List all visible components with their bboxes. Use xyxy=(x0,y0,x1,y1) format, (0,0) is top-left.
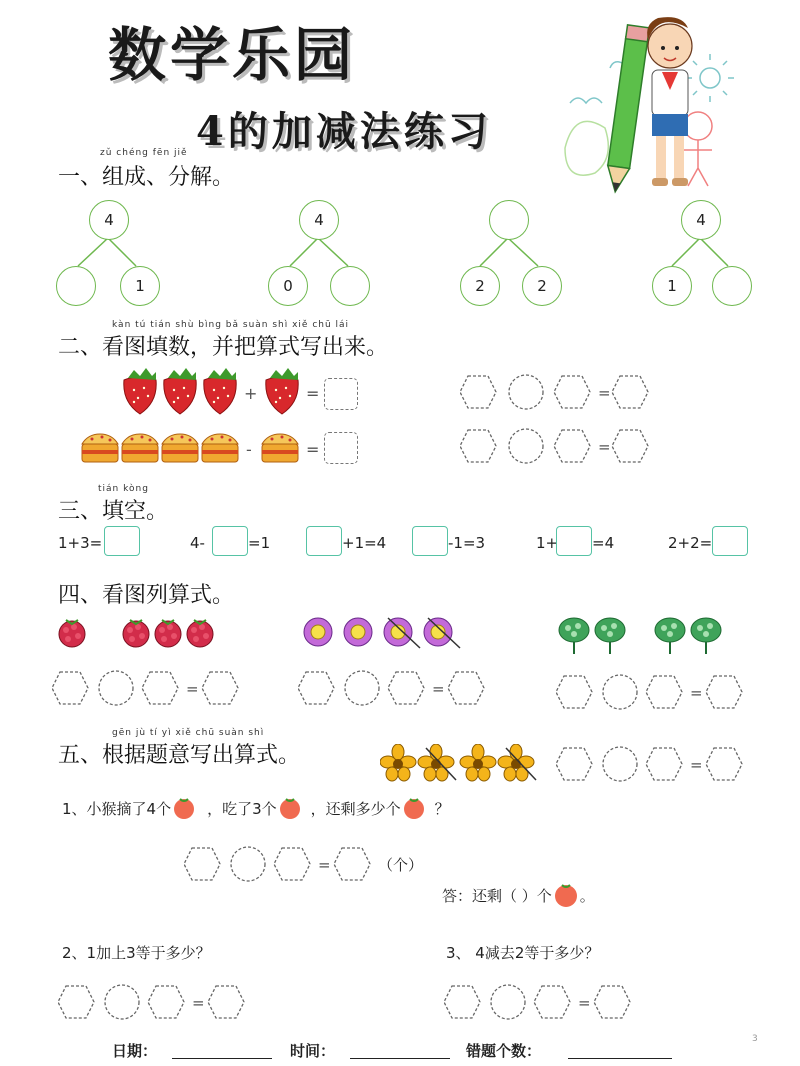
cake-icons xyxy=(80,428,310,468)
section-1-pinyin: zǔ chéng fēn jiě xyxy=(100,148,188,158)
equals-sign: = xyxy=(598,384,611,402)
time-line[interactable] xyxy=(350,1058,450,1059)
peach-icon xyxy=(552,882,580,908)
fill-text: =1 xyxy=(248,534,271,552)
peach-icon xyxy=(401,796,427,820)
fill-text: -1=3 xyxy=(448,534,486,552)
plus-sign: + xyxy=(244,384,258,403)
leaf-icons xyxy=(556,612,736,656)
date-line[interactable] xyxy=(172,1058,272,1059)
decompose-left: 1 xyxy=(652,266,692,306)
section-5-heading: 五、根据题意写出算式。 xyxy=(58,743,301,768)
section-2-heading: 二、看图填数，并把算式写出来。 xyxy=(58,335,389,360)
blank-equation-row[interactable] xyxy=(460,372,660,412)
equals-sign: = xyxy=(690,684,703,702)
word-problem-text: ？ xyxy=(434,799,450,818)
section-5-pinyin: gēn jù tí yì xiě chū suàn shì xyxy=(112,728,265,738)
answer-text: 。 xyxy=(579,886,595,905)
decompose-top: 4 xyxy=(299,200,339,240)
time-label: 时间： xyxy=(290,1042,336,1060)
answer-box[interactable] xyxy=(324,432,358,464)
fill-box[interactable] xyxy=(556,526,592,556)
word-problem-2: 2、1加上3等于多少？ xyxy=(62,944,211,962)
page-title: 数学乐园 xyxy=(108,21,357,89)
fill-box[interactable] xyxy=(104,526,140,556)
page-subtitle: 4的加减法练习 xyxy=(196,108,492,155)
word-problem-1 xyxy=(62,796,450,820)
blank-equation-row[interactable] xyxy=(556,744,756,784)
peach-icon xyxy=(171,796,197,820)
equals-sign: = xyxy=(306,384,320,403)
answer-box[interactable] xyxy=(324,378,358,410)
decompose-left: 0 xyxy=(268,266,308,306)
yellow-flower-icons xyxy=(380,744,540,784)
strawberry-icons xyxy=(118,364,308,416)
fill-box[interactable] xyxy=(306,526,342,556)
word-problem-text: ，还剩多少个 xyxy=(310,799,401,818)
equals-sign: = xyxy=(690,756,703,774)
equals-sign: = xyxy=(598,438,611,456)
section-4-heading: 四、看图列算式。 xyxy=(58,583,235,608)
decompose-left[interactable] xyxy=(56,266,96,306)
section-3-pinyin: tián kòng xyxy=(98,484,149,494)
word-problem-3: 3、 4减去2等于多少？ xyxy=(446,944,600,962)
equals-sign: = xyxy=(432,680,445,698)
blank-equation-row[interactable] xyxy=(460,426,660,466)
answer-text: 答：还剩（ ）个 xyxy=(442,886,552,905)
decompose-right: 1 xyxy=(120,266,160,306)
page-number: 3 xyxy=(752,1034,758,1044)
word-problem-text: ，吃了3个 xyxy=(207,799,277,818)
decompose-top[interactable] xyxy=(489,200,529,240)
word-problem-text: 1、小猴摘了4个 xyxy=(62,799,172,818)
fill-item-1 xyxy=(58,534,102,552)
fill-box[interactable] xyxy=(212,526,248,556)
decompose-right: 2 xyxy=(522,266,562,306)
blank-equation-row[interactable] xyxy=(556,672,756,712)
decompose-right[interactable] xyxy=(330,266,370,306)
fill-text: 4- xyxy=(190,534,205,552)
fill-box[interactable] xyxy=(712,526,748,556)
errors-label: 错题个数： xyxy=(466,1042,542,1060)
peach-icon xyxy=(277,796,303,820)
section-2-pinyin: kàn tú tián shù bìng bǎ suàn shì xiě chū lái xyxy=(112,320,350,330)
blank-equation-row[interactable] xyxy=(58,982,258,1022)
unit-label: （个） xyxy=(378,856,424,874)
decompose-right[interactable] xyxy=(712,266,752,306)
decompose-left: 2 xyxy=(460,266,500,306)
decompose-top: 4 xyxy=(681,200,721,240)
blank-equation-row[interactable] xyxy=(444,982,644,1022)
answer-line xyxy=(442,882,595,908)
fill-text: =4 xyxy=(592,534,615,552)
fill-text: +1=4 xyxy=(342,534,387,552)
minus-sign: - xyxy=(246,440,252,459)
section-3-heading: 三、填空。 xyxy=(58,499,169,524)
date-label: 日期： xyxy=(112,1042,158,1060)
equals-sign: = xyxy=(578,994,591,1012)
fill-box[interactable] xyxy=(412,526,448,556)
raspberry-icons xyxy=(56,612,226,652)
fill-text: 2+2= xyxy=(668,534,713,552)
decompose-top: 4 xyxy=(89,200,129,240)
errors-line[interactable] xyxy=(568,1058,672,1059)
equals-sign: = xyxy=(186,680,199,698)
blank-equation-row[interactable] xyxy=(298,668,498,708)
equals-sign: = xyxy=(192,994,205,1012)
blank-equation-row[interactable] xyxy=(52,668,252,708)
fill-text: 1+3= xyxy=(58,534,103,552)
fill-text: 1+ xyxy=(536,534,559,552)
blank-equation-row[interactable] xyxy=(184,844,384,884)
equals-sign: = xyxy=(306,440,320,459)
section-1-heading: 一、组成、分解。 xyxy=(58,165,235,190)
equals-sign: = xyxy=(318,856,331,874)
flower-icons xyxy=(300,612,470,652)
